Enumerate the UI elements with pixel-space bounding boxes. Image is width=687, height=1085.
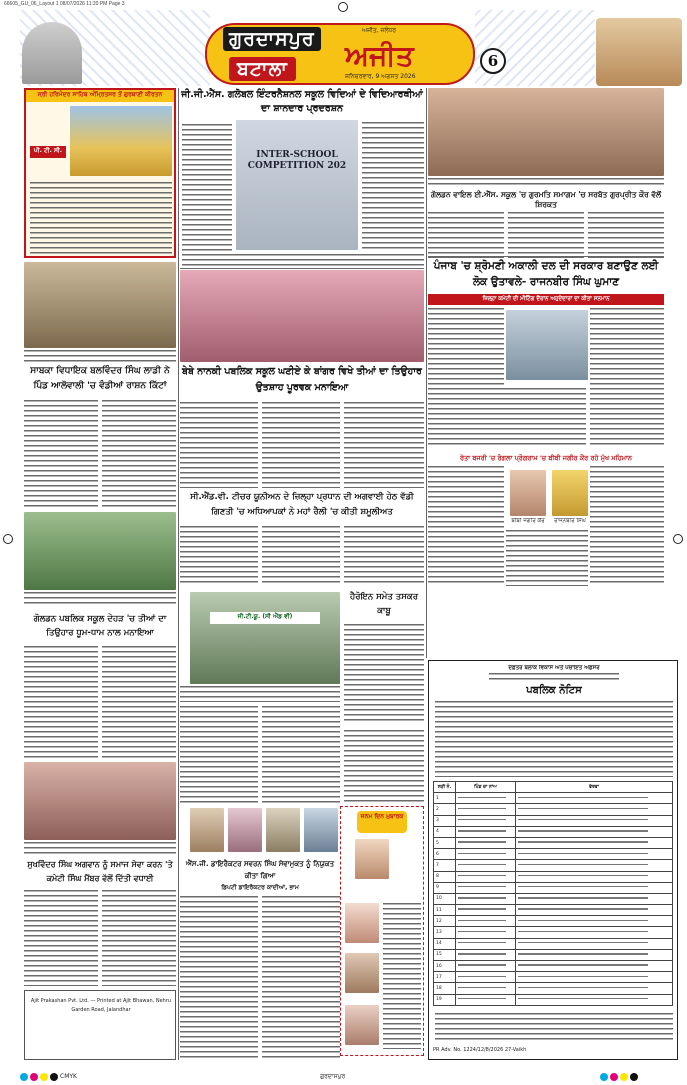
article-6-col1 — [180, 526, 258, 586]
article-4-caption — [24, 592, 176, 604]
notice-row — [434, 983, 673, 994]
notice-row — [434, 804, 673, 815]
masthead-banner — [205, 23, 475, 85]
birthday-photo-1 — [355, 839, 389, 879]
cmyk-black-r — [630, 1073, 638, 1081]
edition-title-line1: ਗੁਰਦਾਸਪੁਰ — [223, 27, 321, 51]
article-7-headline: ਰੇਤਾ ਬਜਰੀ 'ਚ ਰੰਗਲਾ ਪ੍ਰੋਗਰਾਮ 'ਚ ਬੀਬੀ ਜਗੀਰ ਕੌਰ ਰਹੇ ਮੁੱਖ ਮਹਿਮਾਨ — [460, 454, 632, 462]
temple-image-right — [596, 18, 682, 86]
rule-col-1 — [178, 88, 179, 1060]
article-11-photo-2 — [228, 808, 262, 852]
page-footer — [0, 1070, 687, 1085]
article-8-caption — [24, 842, 176, 854]
notice-row-detail — [516, 983, 673, 994]
ad-gurbani — [24, 88, 176, 258]
notice-row — [434, 972, 673, 983]
notice-row — [434, 893, 673, 904]
notice-row-detail — [516, 916, 673, 927]
article-7-col2 — [506, 530, 588, 586]
notice-row-serial: 4 — [434, 826, 456, 837]
article-4-headline: ਸਾਬਕਾ ਵਿਧਾਇਕ ਬਲਵਿੰਦਰ ਸਿੰਘ ਲਾਡੀ ਨੇ ਪਿੰਡ ਆਲੋਵਾਲੀ 'ਚ ਵੰਡੀਆਂ ਰਾਸ਼ਨ ਕਿੱਟਾਂ — [30, 366, 170, 391]
article-5-col1 — [180, 402, 258, 488]
article-6-col3 — [344, 526, 424, 586]
article-4-col2 — [102, 400, 176, 510]
notice-title: ਪਬਲਿਕ ਨੋਟਿਸ — [526, 685, 582, 696]
article-9-col1 — [344, 624, 424, 724]
notice-row-detail — [516, 949, 673, 960]
notice-rows — [434, 793, 673, 1006]
notice-row-detail — [516, 826, 673, 837]
notice-row — [434, 916, 673, 927]
birthday-photo-3 — [345, 953, 379, 993]
notice-row — [434, 837, 673, 848]
notice-row-village — [456, 994, 516, 1005]
rajanbir-photo — [552, 470, 588, 516]
notice-row-village — [456, 961, 516, 972]
golden-temple-photo — [70, 106, 172, 176]
footer-cmyk-label: CMYK — [60, 1073, 77, 1080]
cmyk-cyan — [20, 1073, 28, 1081]
article-3-col3 — [590, 308, 664, 448]
ladi-ration-photo — [24, 262, 176, 348]
notice-row — [434, 949, 673, 960]
article-5-headline: ਬੇਬੇ ਨਾਨਕੀ ਪਬਲਿਕ ਸਕੂਲ ਘਣੀਏ ਕੇ ਬਾਂਗਰ ਵਿਖੇ ਤੀਆਂ ਦਾ ਤਿਉਹਾਰ ਉਤਸ਼ਾਹ ਪੂਰਵਕ ਮਨਾਇਆ — [182, 366, 422, 393]
footer-edition: ਗੁਰਦਾਸਪੁਰ — [320, 1073, 346, 1080]
birthday-photo-2 — [345, 903, 379, 943]
article-11-photo-4 — [304, 808, 338, 852]
newspaper-logo: ਅਜੀਤ — [345, 39, 414, 72]
edition-title-line2: ਬਟਾਲਾ — [229, 57, 296, 81]
issue-date: ਸ਼ਨਿਚਰਵਾਰ, 9 ਅਗਸਤ 2026 — [345, 73, 416, 80]
jagir-kaur-photo — [510, 470, 546, 516]
article-7-col1 — [428, 466, 504, 586]
article-8-photo — [24, 762, 176, 840]
notice-row — [434, 849, 673, 860]
notice-row — [434, 905, 673, 916]
birthday-photo-4 — [345, 1005, 379, 1045]
notice-row-detail — [516, 994, 673, 1005]
article-7-col3 — [590, 466, 664, 586]
notice-row-serial: 19 — [434, 994, 456, 1005]
page-number: 6 — [480, 48, 506, 74]
rajanbir-caption: ਰਾਜਨਬੀਰ ਸਿੰਘ — [554, 518, 586, 524]
notice-body — [435, 701, 673, 777]
cmyk-yellow — [40, 1073, 48, 1081]
notice-row-serial: 10 — [434, 893, 456, 904]
notice-row — [434, 882, 673, 893]
article-1-banner-text: INTER-SCHOOL COMPETITION 202 — [247, 150, 347, 171]
article-11-sub: ਡਿਪਟੀ ਡਾਇਰੈਕਟਰ ਕਾਦੀਆਂ, ਭਾਮ — [221, 884, 299, 891]
article-5-col3 — [344, 402, 424, 488]
article-centre-col1 — [180, 706, 258, 806]
notice-row-detail — [516, 815, 673, 826]
ladi-ration-caption — [24, 350, 176, 362]
article-1-headline: ਜੀ.ਜੀ.ਐੱਸ. ਗਲੋਬਲ ਇੰਟਰਨੈਸ਼ਨਲ ਸਕੂਲ ਵਿਦਿਆਂ ਦੇ ਵਿਦਿਆਰਥੀਆਂ ਦਾ ਸ਼ਾਨਦਾਰ ਪ੍ਰਦਰਸ਼ਨ — [181, 89, 423, 114]
notice-row-detail — [516, 927, 673, 938]
notice-row-village — [456, 905, 516, 916]
notice-row — [434, 815, 673, 826]
notice-row-serial: 9 — [434, 882, 456, 893]
article-2-headline: ਗੋਲਡਨ ਵਾਇਲ ਈ.ਐੱਸ. ਸਕੂਲ 'ਚ ਗੁਰਮਤਿ ਸਮਾਗਮ 'ਚ ਸਰਬੱਤ ਗੁਰਪ੍ਰੀਤ ਕੌਰ ਵੱਲੋਂ ਸ਼ਿਰਕਤ — [430, 190, 662, 209]
article-centre-col2 — [262, 706, 340, 806]
notice-row-village — [456, 938, 516, 949]
article-6-col4 — [180, 686, 340, 702]
notice-row — [434, 860, 673, 871]
notice-row — [434, 961, 673, 972]
notice-row-serial: 18 — [434, 983, 456, 994]
article-8-col2 — [102, 646, 176, 758]
notice-row-village — [456, 826, 516, 837]
ad-gurbani-title: ਸ੍ਰੀ ਹਰਿਮੰਦਰ ਸਾਹਿਬ ਅੰਮ੍ਰਿਤਸਰ ਤੋਂ ਗੁਰਬਾਣੀ ਕੀਰਤਨ — [26, 90, 174, 102]
article-6-headline: ਸੀ.ਐਂਡ.ਵੀ. ਟੀਚਰ ਯੂਨੀਅਨ ਦੇ ਜ਼ਿਲ੍ਹਾ ਪ੍ਰਧਾਨ ਦੀ ਅਗਵਾਈ ਹੇਠ ਵੱਡੀ ਗਿਣਤੀ 'ਚ ਅਧਿਆਪਕਾਂ ਨੇ ਮਹਾਂ ਰੈਲੀ 'ਚ ਕੀਤੀ ਸ਼ਮੂਲੀਅਤ — [190, 492, 414, 517]
article-3-photo — [506, 310, 588, 380]
notice-footer: PR Adv. No. 1224/12/8/2026 27-Vaikh — [433, 1047, 527, 1053]
article-11-photo-3 — [266, 808, 300, 852]
notice-row-village — [456, 849, 516, 860]
notice-row-detail — [516, 905, 673, 916]
notice-row-detail — [516, 793, 673, 804]
notice-row-detail — [516, 837, 673, 848]
birthday-title: ਜਨਮ ਦਿਨ ਮੁਬਾਰਕ — [357, 811, 407, 833]
notice-row-village — [456, 949, 516, 960]
notice-row — [434, 826, 673, 837]
masthead — [0, 10, 687, 86]
article-10-headline: ਸੁਖਵਿੰਦਰ ਸਿੰਘ ਅਗਵਾਨ ਨੂੰ ਸਮਾਜ ਸੇਵਾ ਕਰਨ 'ਤੇ ਕਮੇਟੀ ਸਿੰਘ ਮੈਂਬਰ ਵੱਲੋਂ ਦਿੱਤੀ ਵਧਾਈ — [27, 860, 173, 883]
notice-row-detail — [516, 804, 673, 815]
notice-row — [434, 994, 673, 1005]
notice-row-serial: 5 — [434, 837, 456, 848]
notice-row-detail — [516, 849, 673, 860]
notice-row-serial: 2 — [434, 804, 456, 815]
notice-row — [434, 927, 673, 938]
notice-row-serial: 15 — [434, 949, 456, 960]
article-3-col1 — [428, 308, 504, 386]
notice-row-serial: 1 — [434, 793, 456, 804]
notice-row-detail — [516, 972, 673, 983]
notice-row-detail — [516, 961, 673, 972]
notice-col-detail: ਵੇਰਵਾ — [516, 782, 673, 793]
cmyk-black — [50, 1073, 58, 1081]
imprint-text: Ajit Prakashan Pvt. Ltd. — Printed at Ajit Bhawan, Nehru Garden Road, Jalandhar — [30, 998, 172, 1013]
print-slug: 66605_GU_06_Layout 1 08/07/2026 11:20 PM Page 3 — [4, 1, 125, 7]
notice-row-serial: 14 — [434, 938, 456, 949]
notice-row-detail — [516, 938, 673, 949]
temple-image-left — [22, 22, 82, 84]
article-8-headline: ਗੋਲਡਨ ਪਬਲਿਕ ਸਕੂਲ ਦੇਹੜ 'ਚ ਤੀਆਂ ਦਾ ਤਿਉਹਾਰ ਧੂਮ-ਧਾਮ ਨਾਲ ਮਨਾਇਆ — [33, 614, 167, 638]
notice-row-serial: 11 — [434, 905, 456, 916]
rule-h-2 — [428, 256, 664, 257]
article-2-col1 — [428, 212, 504, 258]
notice-row-serial: 12 — [434, 916, 456, 927]
notice-row-serial: 3 — [434, 815, 456, 826]
article-6-col2 — [262, 526, 340, 586]
article-3-caption — [428, 388, 586, 448]
article-11-headline: ਐੱਸ.ਜੀ. ਡਾਇਰੈਕਟਰ ਸਵਰਨ ਸਿੰਘ ਸੇਵਾਮੁਕਤ ਨੂੰ ਨਿਯੁਕਤ ਕੀਤਾ ਗਿਆ — [185, 860, 335, 880]
notice-row-detail — [516, 882, 673, 893]
notice-row-village — [456, 837, 516, 848]
notice-row-village — [456, 983, 516, 994]
article-2-col2 — [508, 212, 584, 258]
article-6-photo — [190, 592, 340, 684]
article-9-headline: ਹੈਰੋਇਨ ਸਮੇਤ ਤਸਕਰ ਕਾਬੂ — [350, 592, 418, 616]
registration-mark-right — [673, 534, 683, 544]
notice-row-serial: 7 — [434, 860, 456, 871]
teej-photo — [180, 270, 424, 362]
notice-row-village — [456, 804, 516, 815]
notice-row-serial: 17 — [434, 972, 456, 983]
notice-row-serial: 6 — [434, 849, 456, 860]
imprint-box — [24, 990, 176, 1060]
cmyk-magenta-r — [610, 1073, 618, 1081]
article-1-caption — [182, 254, 424, 268]
article-10-col2 — [102, 890, 176, 986]
notice-row-serial: 16 — [434, 961, 456, 972]
notice-row-village — [456, 927, 516, 938]
notice-row-village — [456, 860, 516, 871]
article-11-photo-1 — [190, 808, 224, 852]
registration-mark-top — [338, 2, 348, 12]
notice-row-detail — [516, 860, 673, 871]
masthead-sub: ਅਜੀਤ, ਜਲੰਧਰ — [362, 27, 397, 34]
ad-gurbani-text — [30, 182, 172, 254]
article-8-col1 — [24, 646, 98, 758]
notice-row-village — [456, 815, 516, 826]
ad-gurbani-tag: ਪੀ. ਟੀ. ਸੀ. — [30, 146, 66, 158]
birthday-block — [340, 806, 424, 1056]
article-4-col1 — [24, 400, 98, 510]
article-11-col2 — [262, 896, 340, 1060]
article-centre-col3 — [344, 730, 424, 802]
article-1-photo — [236, 120, 358, 250]
article-2-col3 — [588, 212, 664, 258]
notice-row-serial: 8 — [434, 871, 456, 882]
notice-row — [434, 938, 673, 949]
article-2-caption — [428, 178, 664, 188]
notice-row — [434, 871, 673, 882]
article-6-banner: ਜੀ.ਟੀ.ਯੂ. (ਸੀ ਐਂਡ ਵੀ) — [210, 612, 320, 624]
rule-h-1 — [180, 268, 424, 269]
article-3-headline: ਪੰਜਾਬ 'ਚ ਸ਼੍ਰੋਮਣੀ ਅਕਾਲੀ ਦਲ ਦੀ ਸਰਕਾਰ ਬਣਾਉਣ ਲਈ ਲੋਕ ਉਤਾਵਲੇ- ਰਾਜਨਬੀਰ ਸਿੰਘ ਘੁਮਾਣ — [433, 260, 659, 288]
notice-row-village — [456, 793, 516, 804]
notice-closing — [435, 1013, 673, 1043]
cmyk-yellow-r — [620, 1073, 628, 1081]
notice-col-village: ਪਿੰਡ ਦਾ ਨਾਂਅ — [456, 782, 516, 793]
notice-row-village — [456, 871, 516, 882]
article-1-col1 — [182, 124, 232, 254]
registration-mark-left — [3, 534, 13, 544]
article-2-photo — [428, 88, 664, 176]
notice-col-serial: ਲੜੀ ਨੰ. — [434, 782, 456, 793]
article-3-tag: ਜ਼ਿਲ੍ਹਾ ਕਮੇਟੀ ਦੀ ਮੀਟਿੰਗ ਦੌਰਾਨ ਅਹੁਦੇਦਾਰਾਂ ਦਾ ਕੀਤਾ ਸਨਮਾਨ — [428, 294, 664, 305]
article-4-photo — [24, 512, 176, 590]
notice-row — [434, 793, 673, 804]
notice-table — [433, 781, 673, 1006]
article-5-col2 — [262, 402, 340, 488]
notice-header: ਦਫ਼ਤਰ ਬਲਾਕ ਵਿਕਾਸ ਅਤੇ ਪੰਚਾਇਤ ਅਫ਼ਸਰ — [508, 665, 600, 671]
article-1-col2 — [362, 122, 424, 252]
rule-col-2 — [426, 88, 427, 658]
jagir-kaur-caption: ਬੀਬੀ ਜਗੀਰ ਕੌਰ — [511, 518, 545, 524]
article-11-col1 — [180, 896, 258, 1060]
notice-row-detail — [516, 871, 673, 882]
cmyk-magenta — [30, 1073, 38, 1081]
notice-row-village — [456, 916, 516, 927]
notice-row-serial: 13 — [434, 927, 456, 938]
notice-row-village — [456, 972, 516, 983]
notice-row-village — [456, 882, 516, 893]
public-notice — [428, 660, 678, 1060]
notice-row-village — [456, 893, 516, 904]
notice-row-detail — [516, 893, 673, 904]
article-10-col1 — [24, 890, 98, 986]
cmyk-cyan-r — [600, 1073, 608, 1081]
birthday-text — [383, 903, 421, 1049]
notice-subheader — [489, 673, 619, 683]
